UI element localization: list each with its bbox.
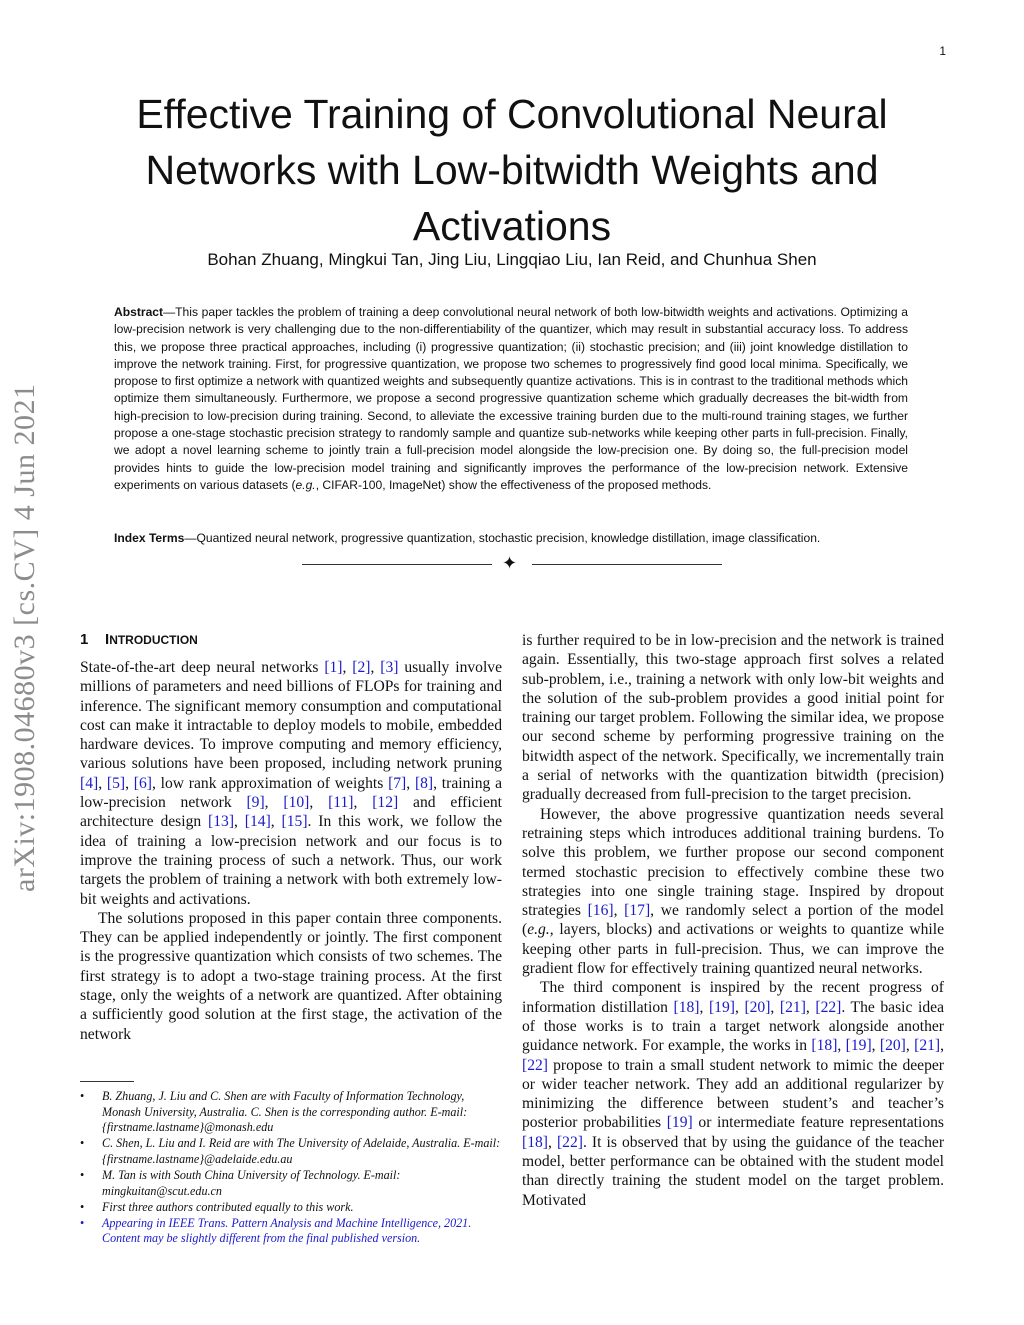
intro-paragraph-4 — [522, 805, 944, 979]
text-segment: However, the above progressive quantization needs several retraining steps which introduces additional training burdens. To solve this problem, we further propose our second component termed stochastic precision to effectively combine these two strategies into one single training stage. Inspired by dropout strategies — [522, 805, 944, 920]
text-segment: , — [234, 813, 245, 831]
abstract-tail: , CIFAR-100, ImageNet) show the effectiveness of the proposed methods. — [315, 477, 712, 492]
text-segment: . In this work, we follow the idea of training a low-precision network and our focus is to improve the training process of such a network. Thus, our work targets the problem of training a network with both extremely low-bit weights and activations. — [80, 813, 503, 908]
citation-link[interactable]: [7] — [388, 774, 407, 792]
citation-link[interactable]: [17] — [624, 902, 651, 920]
text-segment: or intermediate feature representations — [692, 1114, 944, 1132]
text-segment: . It is observed that by using the guidance of the teacher model, better performance can be obtained with the student model than directly training the student model on the target problem. Motivated — [522, 1133, 945, 1209]
text-segment: State-of-the-art deep neural networks — [80, 659, 325, 676]
footnote-list — [80, 1089, 504, 1247]
citation-link[interactable]: [3] — [380, 659, 399, 676]
citation-link[interactable]: [19] — [666, 1114, 693, 1132]
section-title-rest: NTRODUCTION — [109, 633, 198, 647]
citation-link[interactable]: [9] — [246, 794, 265, 812]
section-heading — [80, 631, 198, 648]
citation-link[interactable]: [11] — [328, 794, 354, 812]
citation-link[interactable]: [5] — [106, 774, 126, 792]
text-segment: . The basic idea of those works is to train a target network alongside another guidance network. For example, the works in — [522, 998, 944, 1055]
index-terms-text: —Quantized neural network, progressive quantization, stochastic precision, knowledge distillation, image classification. — [184, 531, 821, 545]
divider-diamond-icon: ✦ — [502, 553, 518, 573]
footnote-equal-contribution: • First three authors contributed equally to this work. — [80, 1199, 354, 1214]
citation-link[interactable]: [12] — [372, 794, 399, 812]
intro-paragraph-2: The solutions proposed in this paper contain three components. They can be applied independently or jointly. The first component is the progressive quantization which consists of two schemes. The first strategy is to adopt a two-stage training process. At the first stage, only the weights of a network are quantized. After obtaining a sufficiently good solution at the first stage, the activation of the network — [80, 909, 502, 1043]
intro-paragraph-3: is further required to be in low-precision and the network is trained again. Essentially, this two-stage approach first solves a related sub-problem, i.e., training a network with only low-bit weights and the solution of the sub-problem provides a good initial point for training our target problem. Following the similar idea, we propose our second scheme by performing progressive training on the bitwidth aspect of the network. Specifically, we incrementally train a serial of networks with the quantization bitwidth (precision) gradually decreased from full-precision to the target precision. — [522, 632, 944, 804]
abstract-text: —This paper tackles the problem of training a deep convolutional neural network of both low-bitwidth weights and activations. Optimizing a low-precision network is very challenging due to the non-differentiability of the quantizer, which may result in substantial accuracy loss. To address this, we propose three practical approaches, including (i) progressive quantization; (ii) stochastic precision; and (iii) joint knowledge distillation to improve the network training. First, for progressive quantization, we propose two schemes to progressively find good local minima. Specifically, we propose to first optimize a network with quantized weights and subsequently quantize activations. This is in contrast to the traditional methods which optimize them simultaneously. Furthermore, we propose a second progressive quantization scheme which gradually decreases the bit-width from high-precision to low-precision during training. Second, to alleviate the excessive training burden due to the multi-round training stages, we further propose a one-stage stochastic precision strategy to randomly sample and quantize sub-networks while keeping other parts in full-precision. Finally, we adopt a novel learning scheme to jointly train a full-precision model alongside the low-precision one. By doing so, the full-precision model provides hints to guide the low-precision model training and significantly improves the performance of the low-precision network. Extensive experiments on various datasets ( — [114, 305, 908, 492]
right-column — [522, 631, 944, 1210]
divider-left — [302, 564, 492, 565]
bullet-icon: • — [80, 1089, 85, 1103]
citation-link[interactable]: [10] — [283, 794, 310, 812]
footnote-separator — [80, 1081, 134, 1082]
author-list: Bohan Zhuang, Mingkui Tan, Jing Liu, Lingqiao Liu, Ian Reid, and Chunhua Shen — [207, 250, 817, 269]
text-segment: , — [125, 774, 134, 792]
text-segment: , — [264, 794, 284, 812]
intro-paragraph-5 — [522, 978, 944, 1210]
page-number: 1 — [939, 44, 946, 58]
arxiv-identifier-stamp: arXiv:1908.04680v3 [cs.CV] 4 Jun 2021 — [8, 383, 41, 892]
text-segment: , — [353, 794, 373, 812]
citation-link[interactable]: [8] — [414, 774, 434, 792]
section-title-initial: I — [105, 631, 110, 648]
text-segment: , training a low-precision network — [80, 774, 503, 812]
citation-link[interactable]: [13] — [208, 813, 235, 831]
text-segment: , — [98, 774, 107, 792]
text-segment: , — [734, 998, 745, 1016]
abstract — [114, 304, 908, 494]
citation-link[interactable]: [22] — [556, 1133, 583, 1151]
section-number: 1 — [80, 631, 89, 648]
citation-link[interactable]: [14] — [244, 813, 271, 831]
citation-link[interactable]: [15] — [281, 813, 308, 831]
text-segment: e.g. — [527, 921, 550, 939]
citation-link[interactable]: [16] — [587, 902, 614, 920]
abstract-label: Abstract — [114, 305, 164, 319]
text-segment: The third component is inspired by the recent progress of information distillation — [522, 979, 944, 1016]
paper-title: Effective Training of Convolutional Neural Networks with Low-bitwidth Weights and Activations — [136, 91, 888, 249]
text-segment: , — [770, 998, 780, 1016]
text-segment: , — [342, 659, 353, 676]
footnote-affiliation-scut: • M. Tan is with South China University of Technology. E-mail: mingkuitan@scut.edu.cn — [80, 1167, 401, 1198]
text-segment: , — [613, 902, 625, 920]
index-terms — [114, 530, 908, 547]
footnote-affiliation-monash: • B. Zhuang, J. Liu and C. Shen are with Faculty of Information Technology, Monash University, Australia. C. Shen is the corresponding author. E-mail: {firstname.lastname}@monash.edu — [80, 1089, 468, 1135]
text-segment: , — [905, 1037, 915, 1055]
text-segment: , — [699, 998, 709, 1016]
divider-right — [532, 564, 722, 565]
citation-link[interactable]: [2] — [352, 659, 371, 676]
citation-link[interactable]: [1] — [324, 659, 343, 676]
intro-paragraph-1 — [80, 658, 502, 909]
text-segment: propose to train a small student network to mimic the deeper or wider teacher network. They add an additional regularizer by minimizing the difference between student’s and teacher’s posterior probabilities — [522, 1056, 944, 1132]
citation-link[interactable]: [18] — [673, 998, 700, 1016]
citation-link[interactable]: [21] — [914, 1037, 941, 1055]
text-segment: , — [871, 1037, 880, 1055]
citation-link[interactable]: [19] — [708, 998, 735, 1016]
text-segment: , — [270, 813, 282, 831]
text-segment: , — [805, 998, 816, 1016]
text-segment: , — [370, 659, 381, 676]
citation-link[interactable]: [6] — [133, 774, 152, 792]
text-segment: , layers, blocks) and activations or weights to quantize while keeping other parts in full-precision. Thus, we can improve the gradient flow for effectively training quantized neural networks. — [522, 921, 944, 978]
text-segment: , — [837, 1037, 846, 1055]
citation-link[interactable]: [4] — [80, 774, 99, 792]
text-segment: , low rank approximation of weights — [151, 774, 389, 792]
left-column — [80, 658, 502, 1044]
citation-link[interactable]: [21] — [779, 998, 806, 1016]
citation-link[interactable]: [22] — [522, 1056, 548, 1074]
text-segment: , we randomly select a portion of the model ( — [522, 902, 945, 939]
citation-link[interactable]: [20] — [744, 998, 771, 1016]
abstract-eg: e.g. — [295, 477, 316, 492]
footnote-affiliation-adelaide: • C. Shen, L. Liu and I. Reid are with The University of Adelaide, Australia. E-mail: {firstname.lastname}@adelaide.edu.au — [80, 1136, 501, 1166]
bullet-icon: • — [80, 1215, 85, 1230]
text-segment: , — [309, 794, 329, 812]
text-segment: usually involve millions of parameters and need billions of FLOPs for training and inference. The significant memory consumption and computational cost can make it intractable to deploy models to mobile, embedded hardware devices. To improve computing and memory efficiency, various solutions have been proposed, including network pruning — [80, 659, 503, 773]
bullet-icon: • — [80, 1136, 85, 1151]
citation-link[interactable]: [22] — [815, 998, 842, 1016]
text-segment: and efficient architecture design — [80, 794, 503, 831]
footnote-publication-link[interactable]: • Appearing in IEEE Trans. Pattern Analysis and Machine Intelligence, 2021. Content may be slightly different from the final published version. — [80, 1215, 472, 1246]
citation-link[interactable]: [19] — [845, 1037, 872, 1055]
text-segment: , — [547, 1133, 557, 1151]
bullet-icon: • — [80, 1199, 85, 1214]
citation-link[interactable]: [18] — [811, 1037, 838, 1055]
index-terms-label: Index Terms — [114, 531, 185, 545]
text-segment: , — [940, 1037, 945, 1055]
citation-link[interactable]: [20] — [879, 1037, 906, 1055]
bullet-icon: • — [80, 1167, 85, 1182]
text-segment: , — [406, 774, 415, 792]
citation-link[interactable]: [18] — [522, 1133, 548, 1151]
